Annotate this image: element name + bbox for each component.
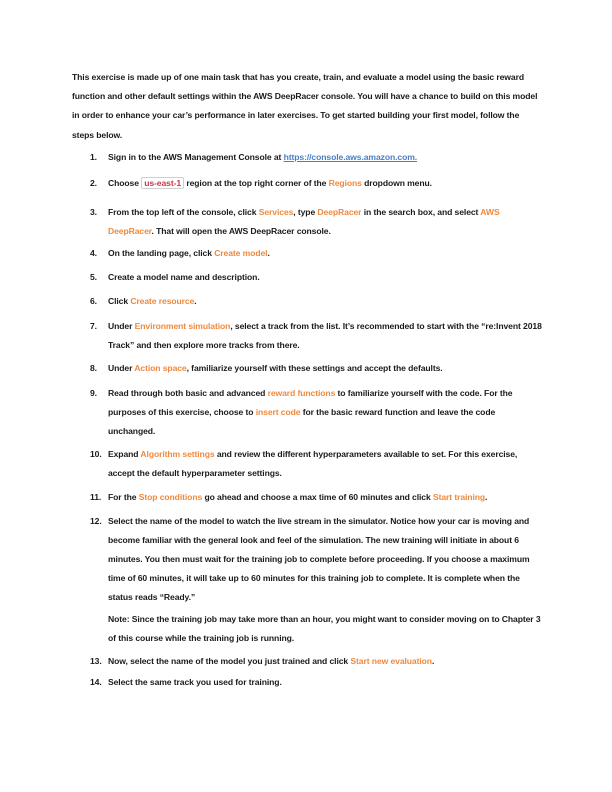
list-item: 12. Select the name of the model to watch the live stream in the simulator. Notice how your car is moving and become familiar with the general look and feel of the simulation. The new training will initiate in about 6 minutes. You then must wait for the training job to complete before proceeding. If you choose a maximum time of 60 minutes, it will take up to 60 minutes for this training job to complete. It is complete when the status reads “Ready.”	[72, 512, 542, 607]
list-item: 7. Under Environment simulation, select a track from the list. It’s recommended to start with the “re:Invent 2018 Track” and then explore more tracks from there.	[72, 317, 542, 355]
region-code: us-east-1	[141, 177, 184, 189]
highlight-text: Create model	[214, 248, 268, 258]
highlight-text: Start training	[432, 492, 486, 502]
list-item: 3. From the top left of the console, click Services, type DeepRacer in the search box, and select AWS DeepRacer. That will open the AWS DeepRacer console.	[72, 203, 542, 241]
step-number: 8.	[90, 363, 97, 373]
list-item: 5. Create a model name and description.	[72, 268, 542, 287]
highlight-text: DeepRacer	[317, 207, 362, 217]
step-number: 12.	[90, 516, 102, 526]
step-number: 10.	[90, 449, 102, 459]
step-number: 11.	[90, 492, 102, 502]
intro-paragraph: This exercise is made up of one main task that has you create, train, and evaluate a model using the basic reward function and other default settings within the AWS DeepRacer console. You will have a chance to build on this model in order to enhance your car’s performance in later exercises. To get started building your first model, follow the steps below.	[72, 72, 538, 140]
list-item: 13. Now, select the name of the model you just trained and click Start new evaluation.	[72, 652, 542, 671]
step-number: 6.	[90, 296, 97, 306]
step-number: 13.	[90, 656, 102, 666]
highlight-text: Regions	[328, 178, 362, 188]
console-link[interactable]: https://console.aws.amazon.com.	[283, 152, 418, 162]
list-item: 8. Under Action space, familiarize yourself with these settings and accept the defaults.	[72, 359, 542, 378]
highlight-text: Algorithm settings	[140, 449, 215, 459]
note-paragraph: Note: Since the training job may take more than an hour, you might want to consider moving on to Chapter 3 of this course while the training job is running.	[108, 614, 541, 644]
step-number: 7.	[90, 321, 97, 331]
list-item: 9. Read through both basic and advanced reward functions to familiarize yourself with the code. For the purposes of this exercise, choose to insert code for the basic reward function and leave the code unchanged.	[72, 384, 542, 441]
list-item: 10. Expand Algorithm settings and review the different hyperparameters available to set. For this exercise, accept the default hyperparameter settings.	[72, 445, 542, 483]
highlight-text: Environment simulation	[134, 321, 231, 331]
list-item: 6. Click Create resource.	[72, 292, 542, 311]
list-item: 14. Select the same track you used for training.	[72, 673, 542, 692]
step-number: 14.	[90, 677, 102, 687]
highlight-text: Stop conditions	[138, 492, 203, 502]
highlight-text: Services	[258, 207, 294, 217]
list-item: 1. Sign in to the AWS Management Console at https://console.aws.amazon.com.	[72, 148, 542, 167]
highlight-text: AWS DeepRacer	[108, 207, 500, 237]
highlight-text: Create resource	[130, 296, 195, 306]
highlight-text: Action space	[134, 363, 187, 373]
step-number: 2.	[90, 178, 97, 188]
highlight-text: Start new evaluation	[350, 656, 432, 666]
step-number: 1.	[90, 152, 97, 162]
list-item: 2. Choose us-east-1 region at the top right corner of the Regions dropdown menu.	[72, 174, 542, 193]
step-number: 4.	[90, 248, 97, 258]
step-number: 5.	[90, 272, 97, 282]
list-item: 4. On the landing page, click Create model.	[72, 244, 542, 263]
step-number: 3.	[90, 207, 97, 217]
step-number: 9.	[90, 388, 97, 398]
highlight-text: insert code	[255, 407, 301, 418]
list-item: 11. For the Stop conditions go ahead and choose a max time of 60 minutes and click Start training.	[72, 488, 542, 507]
highlight-text: reward functions	[267, 388, 336, 398]
